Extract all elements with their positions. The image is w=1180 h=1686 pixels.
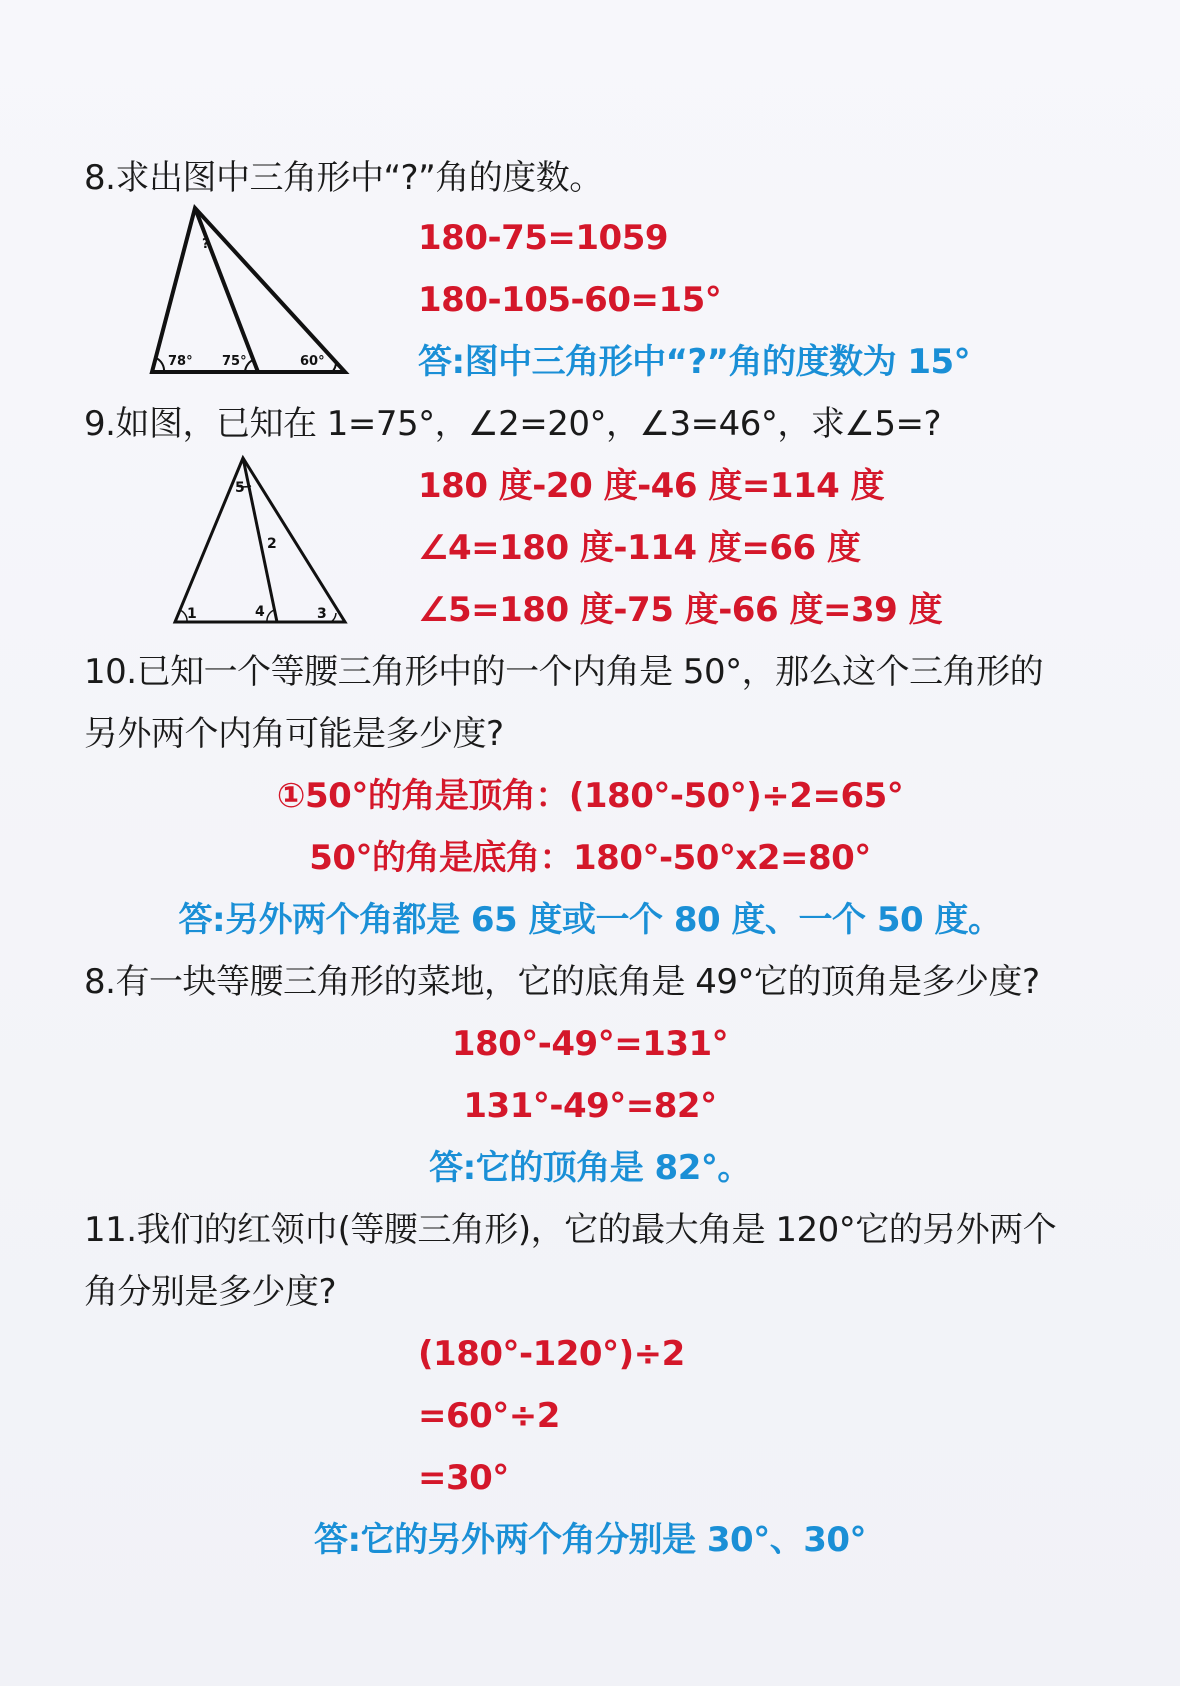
angle-label-question: ? bbox=[202, 237, 210, 252]
question-10-line-1: 10.已知一个等腰三角形中的一个内角是 50°，那么这个三角形的 bbox=[84, 652, 1044, 692]
q10-step-2: 50°的角是底角：180°-50°x2=80° bbox=[309, 838, 871, 878]
q9-step-3: ∠5=180 度-75 度-66 度=39 度 bbox=[418, 590, 943, 630]
angle-num-3: 3 bbox=[317, 606, 327, 622]
angle-num-4: 4 bbox=[255, 604, 265, 620]
angle-label-75: 75° bbox=[222, 354, 247, 369]
q11-step-2: =60°÷2 bbox=[418, 1396, 560, 1436]
question-11-line-1: 11.我们的红领巾(等腰三角形)，它的最大角是 120°它的另外两个 bbox=[84, 1210, 1057, 1250]
angle-num-1: 1 bbox=[187, 606, 197, 622]
q9-step-2: ∠4=180 度-114 度=66 度 bbox=[418, 528, 861, 568]
q11-step-3: =30° bbox=[418, 1458, 509, 1498]
angle-num-5: 5 bbox=[235, 480, 245, 496]
question-11-line-2: 角分别是多少度? bbox=[84, 1272, 337, 1312]
q8b-step-2: 131°-49°=82° bbox=[463, 1086, 717, 1126]
question-8a-text: 8.求出图中三角形中“?”角的度数。 bbox=[84, 158, 603, 198]
q11-step-1: (180°-120°)÷2 bbox=[418, 1334, 685, 1374]
q8b-answer: 答:它的顶角是 82°。 bbox=[429, 1148, 751, 1188]
triangle-figure-2 bbox=[165, 452, 355, 632]
q11-answer: 答:它的另外两个角分别是 30°、30° bbox=[313, 1520, 867, 1560]
question-10-line-2: 另外两个内角可能是多少度? bbox=[84, 714, 504, 754]
q9-step-1: 180 度-20 度-46 度=114 度 bbox=[418, 466, 885, 506]
angle-label-78: 78° bbox=[168, 354, 193, 369]
question-9-text: 9.如图，已知在 1=75°，∠2=20°，∠3=46°，求∠5=? bbox=[84, 404, 942, 444]
angle-label-60: 60° bbox=[300, 354, 325, 369]
q10-answer: 答:另外两个角都是 65 度或一个 80 度、一个 50 度。 bbox=[178, 900, 1002, 940]
angle-num-2: 2 bbox=[267, 536, 277, 552]
triangle-figure-1 bbox=[140, 200, 360, 380]
q8a-answer: 答:图中三角形中“?”角的度数为 15° bbox=[418, 342, 971, 382]
q8a-step-2: 180-105-60=15° bbox=[418, 280, 722, 320]
q8a-step-1: 180-75=1059 bbox=[418, 218, 669, 258]
q8b-step-1: 180°-49°=131° bbox=[451, 1024, 729, 1064]
q10-step-1: ①50°的角是顶角：(180°-50°)÷2=65° bbox=[276, 776, 904, 816]
question-8b-text: 8.有一块等腰三角形的菜地，它的底角是 49°它的顶角是多少度? bbox=[84, 962, 1040, 1002]
